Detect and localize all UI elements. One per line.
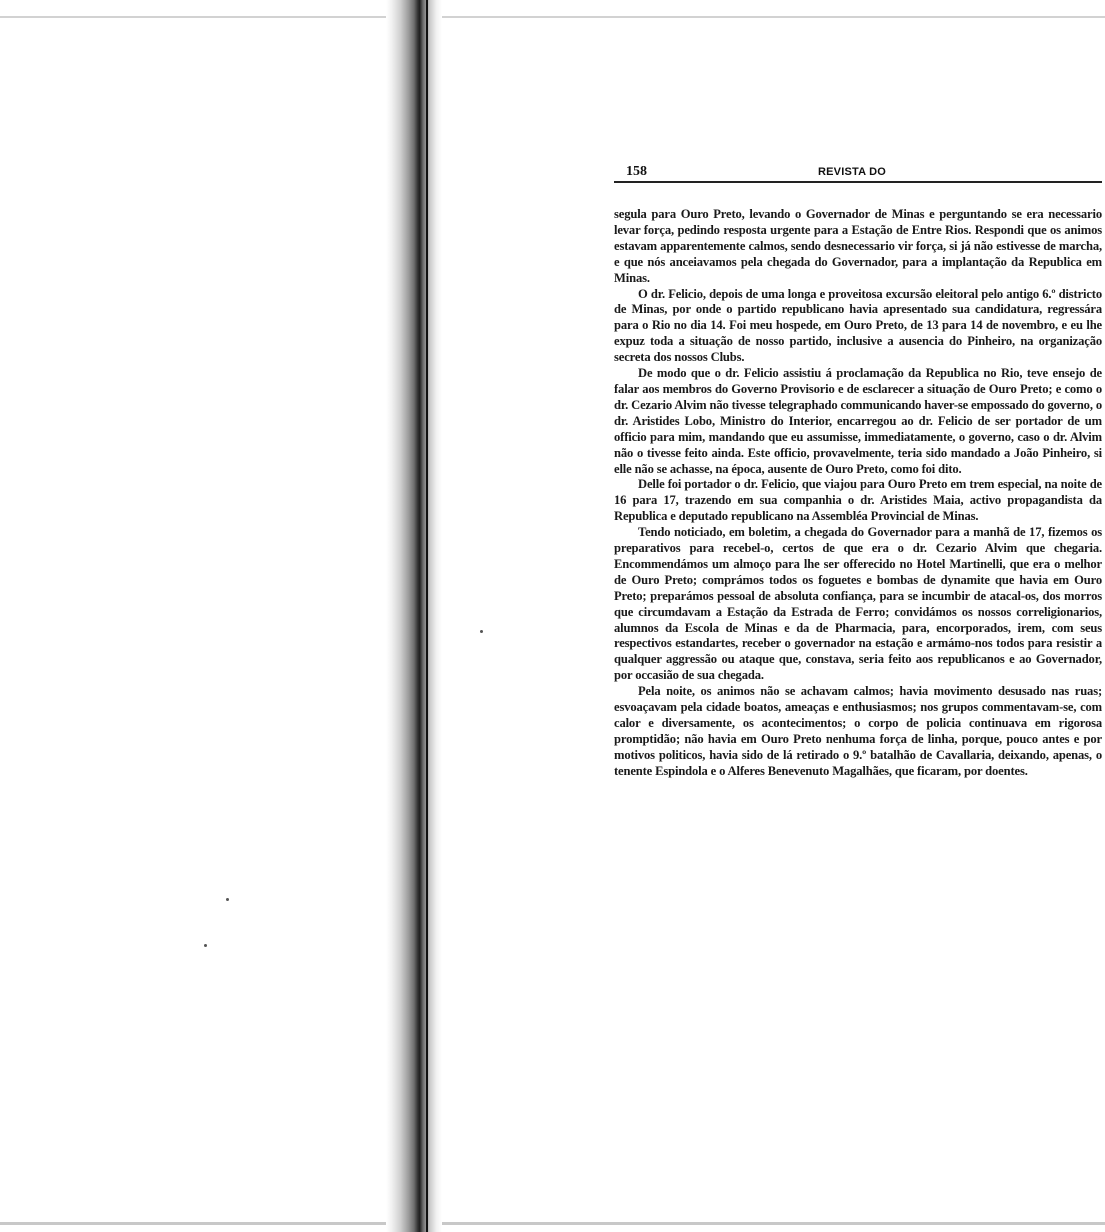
gutter-fold-line [426,0,428,1232]
paragraph: Delle foi portador o dr. Felicio, que viajou para Ouro Preto em trem especial, na noite de 16 para 17, trazendo em sua companhia o dr. Aristides Maia, activo propagandista da Republica e deputado republicano na Assembléa Provincial de Minas. [614,477,1102,524]
running-header [614,164,1102,181]
body-text [614,207,1102,780]
scan-edge-bottom [0,1222,1105,1225]
dust-speck [226,898,229,901]
paragraph: De modo que o dr. Felicio assistiu á proclamação da Republica no Rio, teve ensejo de falar aos membros do Governo Provisorio e de esclarecer a situação de Ouro Preto; e como o dr. Cezario Alvim não tivesse telegraphado communicando haver-se empossado do governo, o dr. Aristides Lobo, Ministro do Interior, encarregou ao dr. Felicio de ser portador de um officio para mim, mandando que eu assumisse, immediatamente, o governo, caso o dr. Alvim não o tivesse feito ainda. Este officio, provavelmente, teria sido mandado a João Pinheiro, si elle não se achasse, na época, ausente de Ouro Preto, como foi dito. [614,366,1102,476]
right-page [614,164,1102,780]
paragraph: O dr. Felicio, depois de uma longa e proveitosa excursão eleitoral pelo antigo 6.º districto de Minas, por onde o partido republicano havia apresentado sua candidatura, regressára para o Rio no dia 14. Foi meu hospede, em Ouro Preto, de 13 para 14 de novembro, e eu lhe expuz toda a situação de nosso partido, inclusive a ausencia do Pinheiro, na organização secreta dos nossos Clubs. [614,286,1102,365]
paragraph: Pela noite, os animos não se achavam calmos; havia movimento desusado nas ruas; esvoaçavam pela cidade boatos, ameaças e enthusiasmos; nos grupos commentavam-se, com calor e diversamente, os acontecimentos; o corpo de policia continuava em rigorosa promptidão; não havia em Ouro Preto nenhuma força de linha, porque, pouco antes e por motivos politicos, havia sido de lá retirado o 9.º batalhão de Cavallaria, deixando, apenas, o tenente Espindola e o Alferes Benevenuto Magalhães, que ficaram, por doentes. [614,684,1102,778]
scan-edge-top [0,16,1105,18]
header-rule [614,181,1102,185]
page-number: 158 [626,164,647,179]
dust-speck [480,630,483,633]
running-head-title: REVISTA DO [818,166,887,178]
dust-speck [204,944,207,947]
paragraph: segula para Ouro Preto, levando o Governador de Minas e perguntando se era necessario levar força, pedindo resposta urgente para a Estação de Entre Rios. Respondi que os animos estavam apparentemente calmos, sendo desnecessario vir força, si já não estivesse de marcha, e que nós anceiavamos pela chegada do Governador, para a implantação da Republica em Minas. [614,207,1102,285]
blank-left-page [0,0,388,1232]
paragraph: Tendo noticiado, em boletim, a chegada do Governador para a manhã de 17, fizemos os preparativos para recebel-o, certos de que era o dr. Cezario Alvim que chegaria. Encommendámos um almoço para lhe ser offerecido no Hotel Martinelli, que era o melhor de Ouro Preto; comprámos todos os foguetes e bombas de dynamite que havia em Ouro Preto; preparámos pessoal de absoluta confiança, para se incumbir de atacal-os, dos morros que circumdavam a Estação da Estrada de Ferro; convidámos os nossos correligionarios, alumnos da Escola de Minas e da de Pharmacia, para, encorporados, irem, com seus respectivos estandartes, receber o governador na estação e armámo-nos todos para resistir a qualquer aggressão ou ataque que, constava, seria feito aos republicanos e ao Governador, por occasião de sua chegada. [614,525,1102,683]
book-gutter [386,0,442,1232]
